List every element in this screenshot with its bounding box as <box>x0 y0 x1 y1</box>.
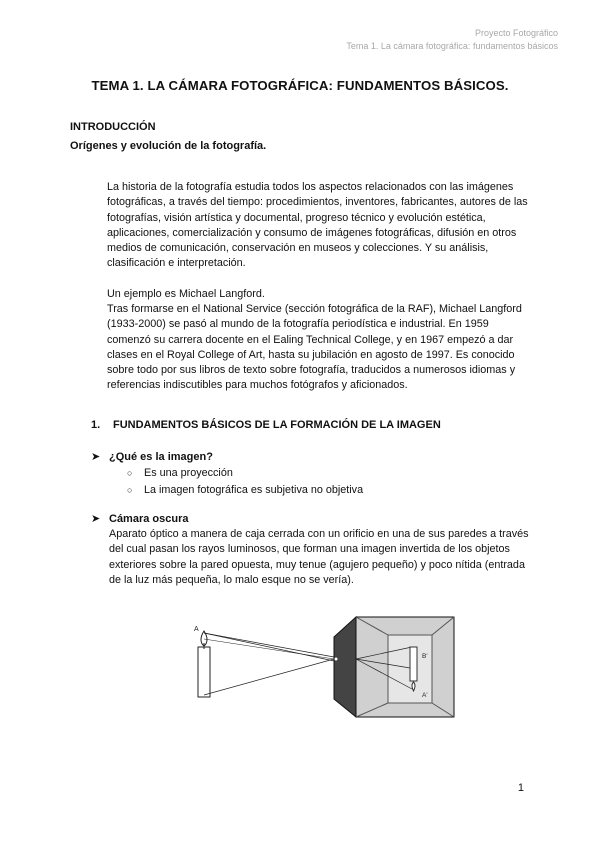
label-b-prime: B' <box>422 653 428 660</box>
box-front-face <box>334 617 356 717</box>
list-item: ○ Es una proyección <box>127 465 363 482</box>
inverted-candle-image <box>410 647 417 681</box>
intro-paragraph-history: La historia de la fotografía estudia todos los aspectos relacionados con las imágenes fotográficas, a través del tiempo: procedimientos, inventores, fabricantes, autores de las fotografías, visión artística y documental, progreso técnico y evolución estética, aplicaciones, comercialización y consumo de imágenes fotográficas, difusión en otros medios de comunicación, conservación en museos y colecciones. Y su análisis, clasificación e interpretación. <box>107 181 528 270</box>
header-project: Proyecto Fotográfico <box>474 28 558 38</box>
page-number: 1 <box>517 782 524 794</box>
circle-bullet-icon: ○ <box>127 468 133 478</box>
light-ray <box>204 639 334 659</box>
page-header <box>346 27 558 53</box>
arrow-bullet-icon: ➤ <box>91 513 101 525</box>
intro-heading: INTRODUCCIÓN <box>70 121 156 133</box>
pinhole <box>335 658 338 661</box>
light-ray <box>204 659 334 695</box>
intro-paragraph-langford: Tras formarse en el National Service (sección fotográfica de la RAF), Michael Langford (1933-2000) se pasó al mundo de la fotografía periodística e industrial. En 1959 comenzó su carrera docente en el Ealing Technical College, y en 1967 empezó a dar clases en el Royal College of Art, hasta su jubilación en agosto de 1997. Es conocido sobre todo por sus libros de texto sobre fotografía, traducidos a numerosos idiomas y referencias indiscutibles para muchos fotógrafos y aficionados. <box>107 303 522 392</box>
list-item: ○ La imagen fotográfica es subjetiva no objetiva <box>127 482 363 499</box>
camera-obscura-description: Aparato óptico a manera de caja cerrada con un orificio en una de sus paredes a través del cual pasan los rayos luminosos, que forman una imagen invertida de los objetos exteriores sobre la pared opuesta, muy tenue (agujero pequeño) y poco nítida (entrada de la luz más pequeña, lo malo esque no se vería). <box>109 528 529 586</box>
header-topic: Tema 1. La cámara fotográfica: fundamentos básicos <box>346 41 558 51</box>
candle-body <box>198 647 210 697</box>
image-definition-list <box>127 465 363 498</box>
circle-bullet-icon: ○ <box>127 484 133 495</box>
bullet-title: Cámara oscura <box>109 513 189 525</box>
section-number: 1. <box>91 419 101 431</box>
intro-paragraph-example: Un ejemplo es Michael Langford. <box>107 288 265 300</box>
intro-subheading: Orígenes y evolución de la fotografía. <box>70 140 267 152</box>
document-title: TEMA 1. LA CÁMARA FOTOGRÁFICA: FUNDAMENTOS BÁSICOS. <box>91 78 509 93</box>
bullet-camera-obscura <box>91 512 189 525</box>
camera-obscura-diagram <box>186 613 456 723</box>
bullet-what-is-image <box>91 450 213 463</box>
section-title: FUNDAMENTOS BÁSICOS DE LA FORMACIÓN DE LA IMAGEN <box>113 419 441 431</box>
arrow-bullet-icon: ➤ <box>91 451 101 463</box>
label-a: A <box>194 626 199 633</box>
label-a-prime: A' <box>422 692 428 699</box>
light-ray <box>204 633 334 657</box>
section-heading <box>91 419 441 431</box>
light-ray <box>204 633 334 661</box>
inverted-flame-image <box>412 682 415 691</box>
bullet-title: ¿Qué es la imagen? <box>109 451 213 463</box>
